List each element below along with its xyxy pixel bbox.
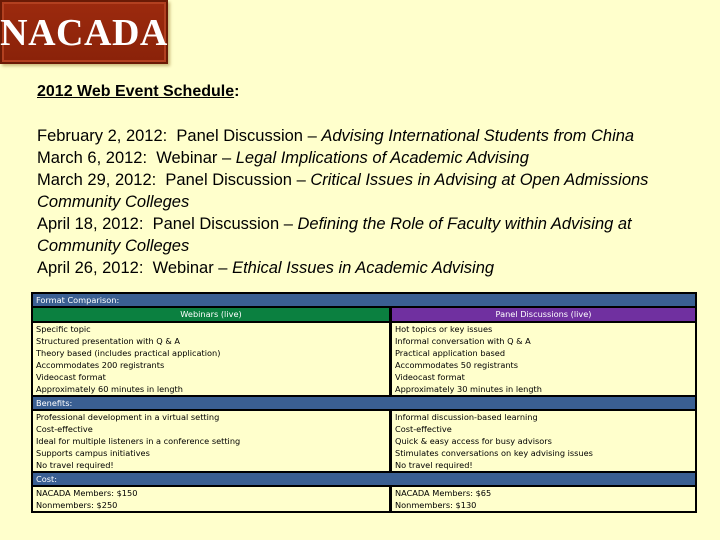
schedule-heading-colon: : (234, 83, 240, 100)
format-row (32, 322, 696, 396)
list-item: Professional development in a virtual setting (36, 412, 220, 422)
panels-cost-cell (391, 486, 697, 512)
list-item: Videocast format (395, 372, 465, 382)
list-item: Supports campus initiatives (36, 448, 150, 458)
list-item: Specific topic (36, 324, 91, 334)
list-item: Hot topics or key issues (395, 324, 493, 334)
list-item: Informal discussion-based learning (395, 412, 538, 422)
event-schedule-list (37, 125, 707, 279)
event-type: Webinar – (156, 149, 232, 167)
webinars-cost-cell (32, 486, 391, 512)
benefits-row (32, 410, 696, 472)
list-item: Accommodates 50 registrants (395, 360, 518, 370)
list-item: Theory based (includes practical application) (36, 348, 221, 358)
webinars-benefits-cell (32, 410, 391, 472)
panels-column-header: Panel Discussions (live) (391, 307, 697, 322)
event-type: Panel Discussion – (176, 127, 317, 145)
schedule-heading-text: 2012 Web Event Schedule (37, 83, 235, 100)
event-type: Panel Discussion – (152, 215, 293, 233)
event-topic: Critical Issues in Advising at Open Admissions Community Colleges (37, 171, 649, 211)
list-item: Informal conversation with Q & A (395, 336, 531, 346)
list-item: Cost-effective (36, 424, 93, 434)
panels-member-price: NACADA Members: $65 (395, 488, 492, 498)
event-topic: Advising International Students from China (321, 127, 635, 145)
list-item: No travel required! (395, 460, 473, 470)
schedule-heading (37, 83, 239, 101)
event-type: Webinar – (152, 259, 228, 277)
list-item: Practical application based (395, 348, 506, 358)
list-item: Quick & easy access for busy advisors (395, 436, 552, 446)
schedule-entry (37, 257, 707, 279)
panels-format-cell (391, 322, 697, 396)
cost-label: Cost: (32, 472, 696, 486)
panels-benefits-cell (391, 410, 697, 472)
schedule-entry (37, 125, 707, 147)
format-comparison-table (31, 292, 697, 513)
list-item: Accommodates 200 registrants (36, 360, 165, 370)
column-header-row (32, 307, 696, 322)
event-topic: Ethical Issues in Academic Advising (232, 259, 495, 277)
format-comparison-header-row (32, 293, 696, 307)
cost-row (32, 486, 696, 512)
webinars-column-header: Webinars (live) (32, 307, 391, 322)
schedule-entry (37, 213, 707, 257)
panels-nonmember-price: Nonmembers: $130 (395, 500, 477, 510)
list-item: Cost-effective (395, 424, 452, 434)
event-date: March 29, 2012: (37, 171, 157, 189)
event-date: April 26, 2012: (37, 259, 144, 277)
cost-header-row (32, 472, 696, 486)
webinars-format-cell (32, 322, 391, 396)
list-item: Ideal for multiple listeners in a conference setting (36, 436, 241, 446)
benefits-header-row (32, 396, 696, 410)
list-item: No travel required! (36, 460, 114, 470)
schedule-entry (37, 147, 707, 169)
event-date: March 6, 2012: (37, 149, 148, 167)
schedule-entry (37, 169, 707, 213)
list-item: Structured presentation with Q & A (36, 336, 180, 346)
webinars-member-price: NACADA Members: $150 (36, 488, 138, 498)
nacada-logo (0, 0, 168, 64)
event-date: April 18, 2012: (37, 215, 144, 233)
event-topic: Defining the Role of Faculty within Advising at Community Colleges (37, 215, 632, 255)
list-item: Videocast format (36, 372, 106, 382)
event-type: Panel Discussion – (165, 171, 306, 189)
benefits-label: Benefits: (32, 396, 696, 410)
event-topic: Legal Implications of Academic Advising (235, 149, 529, 167)
logo-text: NACADA (0, 12, 168, 54)
list-item: Stimulates conversations on key advising issues (395, 448, 593, 458)
list-item: Approximately 60 minutes in length (36, 384, 183, 394)
webinars-nonmember-price: Nonmembers: $250 (36, 500, 118, 510)
event-date: February 2, 2012: (37, 127, 168, 145)
format-comparison-title: Format Comparison: (32, 293, 696, 307)
list-item: Approximately 30 minutes in length (395, 384, 542, 394)
